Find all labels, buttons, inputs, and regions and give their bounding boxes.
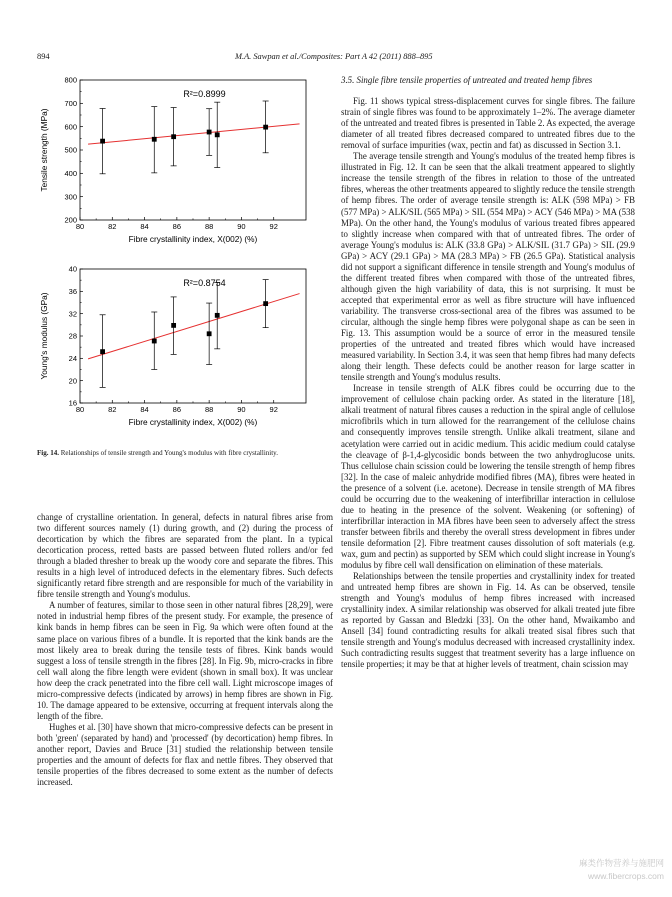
paragraph: The average tensile strength and Young's modulus of the treated hemp fibres is illustrated in Fig. 12. It can be seen that the alkali treatment appeared to slightly increase the tensile strength of the fibres in relation to those of the untreated fibres, whereas the other treatments appeared to slightly reduce the tensile strength of hemp fibres. The order of average tensile strength is: ALK (598 MPa) > FB (577 MPa) > ALK/SIL (565 MPa) > SIL (554 MPa) > ACY (546 MPa) > MA (538 MPa). On the other hand, the Young's modulus of various treated fibres appeared to slightly increase when compared with that of untreated fibres. The order of average Young's modulus is: ALK (33.8 GPa) > ALK/SIL (31.7 GPa) > SIL (29.9 GPa) > ACY (29.1 GPa) > MA (28.3 MPa) > FB (26.5 GPa). Statistical analysis did not support a significant difference in tensile strength and Young's modulus of the different treated fibres when compared with those of the untreated fibres, although given the high variability of data, this is not surprising. It must be accepted that experimental error as well as fibre structure will have influenced variability. The transverse cross-sectional area of the fibres was assumed to be circular, although the single hemp fibres were polygonal shape as can be seen in Fig. 13. This assumption would be a source of error in the measured tensile properties of the untreated and treated fibres which would have increased measured variability. In Section 3.4, it was seen that hemp fibres had many defects along their length. These defects could be another reason for large scatter in tensile strength and Young's modulus results. xyxy=(341,151,635,383)
x-tick-label: 86 xyxy=(172,222,182,231)
data-point xyxy=(100,139,105,144)
section-heading: 3.5. Single fibre tensile properties of untreated and treated hemp fibres xyxy=(341,75,593,85)
x-axis-label: Fibre crystallinity index, X(002) (%) xyxy=(128,417,258,427)
y-axis-label: Tensile strength (MPa) xyxy=(39,108,49,192)
x-tick-label: 92 xyxy=(269,222,278,231)
y-tick-label: 32 xyxy=(68,309,77,319)
plot-frame xyxy=(80,80,306,220)
caption-text: Relationships of tensile strength and Young's modulus with fibre crystallinity. xyxy=(60,449,278,457)
y-tick-label: 200 xyxy=(64,215,77,225)
tensile-strength-chart xyxy=(39,76,306,244)
y-tick-label: 28 xyxy=(68,331,77,341)
x-tick-label: 84 xyxy=(140,222,149,231)
watermark xyxy=(579,857,664,883)
x-tick-label: 90 xyxy=(237,405,246,414)
journal-reference: M.A. Sawpan et al./Composites: Part A 42 (2011) 888–895 xyxy=(235,52,433,61)
paragraph: Fig. 11 shows typical stress-displacement curves for single fibres. The failure strain of single fibres was found to be approximately 1–2%. The average diameter of the untreated and treated fibres is presented in Table 2. As expected, the average diameter of all treated fibres decreased compared to untreated fibres due to the removal of surface impurities (wax, pectin and fat) as discussed in Section 3.1. xyxy=(341,96,635,151)
x-tick-label: 90 xyxy=(237,222,246,231)
y-tick-label: 400 xyxy=(64,168,77,178)
x-tick-label: 92 xyxy=(269,405,278,414)
y-tick-label: 800 xyxy=(64,75,77,85)
data-point xyxy=(263,125,268,130)
r-squared-annotation: R²=0.8754 xyxy=(183,278,226,288)
x-tick-label: 86 xyxy=(172,405,182,414)
caption-label: Fig. 14. xyxy=(37,449,59,457)
x-tick-label: 82 xyxy=(108,405,117,414)
watermark-line: 麻类作物营养与施肥网 xyxy=(578,858,664,868)
paragraph: change of crystalline orientation. In general, defects in natural fibres arise from two different sources namely (1) during growth, and (2) during the process of decortication by which the fibres are separated from the plant. In a typical decortication process, retted basts are passed between fluted rollers and/or fed through a bladed thresher to break up the woody core and separate the fibres. This results in a high level of introduced defects in the elementary fibres. Such defects significantly retard fibre strength and are responsible for much of the variability in fibre tensile strength and Young's modulus. xyxy=(37,512,333,600)
page-number: 894 xyxy=(37,52,50,61)
x-tick-label: 88 xyxy=(204,222,214,231)
data-point xyxy=(215,313,220,318)
y-tick-label: 24 xyxy=(68,353,77,363)
y-tick-label: 20 xyxy=(68,376,77,386)
x-tick-label: 80 xyxy=(75,405,85,414)
youngs-modulus-chart xyxy=(39,265,306,427)
y-tick-label: 500 xyxy=(64,145,77,155)
left-column xyxy=(37,512,333,788)
data-point xyxy=(152,137,157,142)
paragraph: Increase in tensile strength of ALK fibres could be occurring due to the improvement of cellulose chain packing order. As stated in the literature [18], alkali treatment of natural fibres causes a reduction in the spiral angle of cellulose microfibrils which in turn allowed for the rearrangement of the cellulose chains and consequently improves tensile strength. Unlike alkali treatment, silane and acetylation were carried out in acidic medium. This acidic medium could catalyse the cleavage of β-1,4-glycosidic bonds between the two anhydroglucose units. Thus cellulose chain scission could be lowering the tensile strength of hemp fibres [32]. In the case of maleic anhydride modified fibres (MA), fibres were heated in the presence of a solvent (i.e. acetone). Decrease in tensile strength of MA fibres could be occurring due to the weakening of interfibrillar interaction in cellulose due to heating in the presence of the solvent. Weakening (or softening) of interfibrillar interaction in MA fibres have been seen to adversely affect the stress transfer between fibrils and thereby the overall stress development in fibres under tensile deformation [2]. Fibre treatment causes dissolution of soft materials (e.g. wax, gum and pectin) as supported by SEM which could slight increase in Young's modulus by fibre cell wall densification on elimination of these materials. xyxy=(341,383,635,571)
data-point xyxy=(100,349,105,354)
plot-frame xyxy=(80,269,306,403)
y-tick-label: 16 xyxy=(68,398,77,408)
data-point xyxy=(171,323,176,328)
x-axis-label: Fibre crystallinity index, X(002) (%) xyxy=(128,234,258,244)
data-point xyxy=(215,132,220,137)
paragraph: Hughes et al. [30] have shown that micro-compressive defects can be present in both 'green' (separated by hand) and 'processed' (by decortication) hemp fibres. In another report, Davies and Bruce [31] studied the relationship between tensile properties and the amount of defects for flax and nettle fibres. They observed that tensile properties of the fibres decreased to some extent as the number of defects increased. xyxy=(37,721,333,788)
x-tick-label: 80 xyxy=(75,222,85,231)
y-tick-label: 36 xyxy=(68,286,77,296)
y-tick-label: 40 xyxy=(68,264,77,274)
x-tick-label: 88 xyxy=(204,405,214,414)
y-tick-label: 700 xyxy=(64,98,77,108)
data-point xyxy=(171,134,176,139)
x-tick-label: 84 xyxy=(140,405,149,414)
right-column xyxy=(341,75,635,670)
r-squared-annotation: R²=0.8999 xyxy=(183,89,226,99)
figure-14 xyxy=(0,70,336,510)
y-tick-label: 300 xyxy=(64,192,77,202)
data-point xyxy=(207,331,212,336)
x-tick-label: 82 xyxy=(108,222,117,231)
data-point xyxy=(207,130,212,135)
y-tick-label: 600 xyxy=(64,122,77,132)
data-point xyxy=(263,301,268,306)
y-axis-label: Young's modulus (GPa) xyxy=(39,292,49,380)
data-point xyxy=(152,339,157,344)
paragraph: Relationships between the tensile properties and crystallinity index for treated and untreated hemp fibres are shown in Fig. 14. As can be observed, tensile strength and Young's modulus of hemp fibres increased with increased crystallinity index. A similar relationship was observed for alkali treated jute fibre as reported by Gassan and Bledzki [33]. On the other hand, Mwaikambo and Ansell [34] found contradicting results for alkali treated sisal fibres such that tensile strength and Young's modulus decreased with increased crystallinity index. Such contradicting results suggest that treatment severity has a large influence on tensile properties; it may be that at higher levels of treatment, chain scission may xyxy=(341,571,635,670)
watermark-url: www.fibercrops.com xyxy=(587,871,664,881)
figure-caption xyxy=(37,448,333,458)
paragraph: A number of features, similar to those seen in other natural fibres [28,29], were noted in industrial hemp fibres of the present study. For example, the presence of kink bands in hemp fibres can be seen in Fig. 9a which were often found at the same place on various fibres of a bundle. It is reported that the kink bands are the most likely area to break during the tensile tests of fibres. Kink bands would suggest a loss of tensile strength in the fibres [28]. In Fig. 9b, micro-cracks in fibre cell wall along the fibre length were evident (shown in small box). It was unclear how deep the crack penetrated into the fibre cell wall. Light microscope images of micro-compressive defects (indicated by arrows) in hemp fibres are shown in Fig. 10. The damage appeared to be extensive, occurring at frequent intervals along the length of the fibre. xyxy=(37,600,333,721)
